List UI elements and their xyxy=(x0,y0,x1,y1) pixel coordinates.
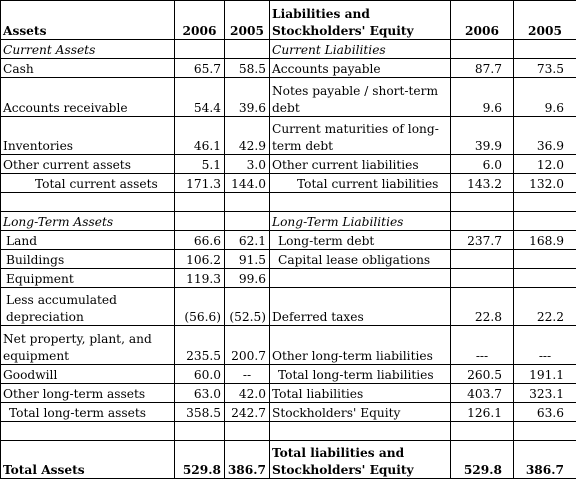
cell-value: 403.7 xyxy=(451,384,514,403)
cell-value: 529.8 xyxy=(175,441,225,479)
row-label-line1: Current maturities of long- xyxy=(272,122,439,136)
row-label-line1: Notes payable / short-term xyxy=(272,84,439,98)
cell-value: 22.2 xyxy=(514,288,576,326)
row-label: Long-term debt xyxy=(270,231,451,250)
empty-cell xyxy=(1,193,175,212)
cell-value xyxy=(514,250,576,269)
cell-value xyxy=(175,212,225,231)
row-label-line1: Net property, plant, and xyxy=(3,332,152,346)
cell-value: 63.0 xyxy=(175,384,225,403)
row-label: Capital lease obligations xyxy=(270,250,451,269)
header-row xyxy=(1,1,576,40)
cell-value: 168.9 xyxy=(514,231,576,250)
empty-cell xyxy=(514,193,576,212)
cell-value: 46.1 xyxy=(175,117,225,155)
row-label: Deferred taxes xyxy=(270,288,451,326)
cell-value xyxy=(451,250,514,269)
table-row xyxy=(1,231,576,250)
total-label: Total liabilities xyxy=(270,384,451,403)
cell-value: 191.1 xyxy=(514,365,576,384)
assets-2006-header: 2006 xyxy=(175,1,225,40)
cell-value: 358.5 xyxy=(175,403,225,422)
row-label: Other current assets xyxy=(1,155,175,174)
empty-cell xyxy=(225,422,270,441)
empty-cell xyxy=(175,193,225,212)
cell-value: 200.7 xyxy=(225,326,270,365)
total-label: Total long-term assets xyxy=(1,403,175,422)
cell-value: 99.6 xyxy=(225,269,270,288)
row-label-line2: Stockholders' Equity xyxy=(272,462,414,477)
cell-value: 5.1 xyxy=(175,155,225,174)
cell-value: 126.1 xyxy=(451,403,514,422)
cell-value: 42.9 xyxy=(225,117,270,155)
table-row xyxy=(1,365,576,384)
empty-cell xyxy=(451,422,514,441)
cell-value: 242.7 xyxy=(225,403,270,422)
table-row xyxy=(1,403,576,422)
table-row xyxy=(1,117,576,155)
cell-value: 91.5 xyxy=(225,250,270,269)
cell-value: 3.0 xyxy=(225,155,270,174)
cell-value: 42.0 xyxy=(225,384,270,403)
grand-total-label xyxy=(270,441,451,479)
cell-value: 9.6 xyxy=(514,78,576,117)
cell-value: --- xyxy=(451,326,514,365)
empty-cell xyxy=(175,422,225,441)
cell-value: 60.0 xyxy=(175,365,225,384)
grand-total-label: Total Assets xyxy=(1,441,175,479)
cell-value xyxy=(514,40,576,59)
section-label: Long-Term Assets xyxy=(1,212,175,231)
row-label: Equipment xyxy=(1,269,175,288)
row-label: Inventories xyxy=(1,117,175,155)
cell-value xyxy=(451,40,514,59)
cell-value: 87.7 xyxy=(451,59,514,78)
cell-value: 386.7 xyxy=(514,441,576,479)
empty-cell xyxy=(451,193,514,212)
cell-value: 143.2 xyxy=(451,174,514,193)
cell-value: 106.2 xyxy=(175,250,225,269)
cell-value: (52.5) xyxy=(225,288,270,326)
total-label: Total current assets xyxy=(1,174,175,193)
cell-value: 63.6 xyxy=(514,403,576,422)
cell-value xyxy=(451,212,514,231)
total-label: Total long-term liabilities xyxy=(270,365,451,384)
row-label: Cash xyxy=(1,59,175,78)
liabilities-header-line1: Liabilities and xyxy=(272,7,370,21)
table-row xyxy=(1,78,576,117)
liabilities-header-line2: Stockholders' Equity xyxy=(272,23,414,38)
empty-cell xyxy=(1,422,175,441)
assets-header: Assets xyxy=(1,1,175,40)
section-label: Long-Term Liabilities xyxy=(270,212,451,231)
cell-value: 323.1 xyxy=(514,384,576,403)
row-label xyxy=(270,78,451,117)
section-label: Current Liabilities xyxy=(270,40,451,59)
table-row xyxy=(1,40,576,59)
cell-value: -- xyxy=(225,365,270,384)
cell-value: 73.5 xyxy=(514,59,576,78)
total-label: Total current liabilities xyxy=(270,174,451,193)
cell-value: 12.0 xyxy=(514,155,576,174)
cell-value: 9.6 xyxy=(451,78,514,117)
row-label xyxy=(270,117,451,155)
grand-total-row xyxy=(1,441,576,479)
assets-2005-header: 2005 xyxy=(225,1,270,40)
cell-value: 235.5 xyxy=(175,326,225,365)
row-label: Other long-term assets xyxy=(1,384,175,403)
cell-value: 144.0 xyxy=(225,174,270,193)
row-label: Accounts payable xyxy=(270,59,451,78)
row-label-line2: depreciation xyxy=(6,309,84,324)
row-label xyxy=(270,269,451,288)
table-row xyxy=(1,250,576,269)
cell-value: --- xyxy=(514,326,576,365)
cell-value: 39.9 xyxy=(451,117,514,155)
cell-value: 132.0 xyxy=(514,174,576,193)
row-label-line2: debt xyxy=(272,100,300,115)
liabilities-2005-header: 2005 xyxy=(514,1,576,40)
row-label xyxy=(1,288,175,326)
table-row xyxy=(1,326,576,365)
row-label: Accounts receivable xyxy=(1,78,175,117)
cell-value: 237.7 xyxy=(451,231,514,250)
cell-value: 529.8 xyxy=(451,441,514,479)
liabilities-header xyxy=(270,1,451,40)
cell-value: 22.8 xyxy=(451,288,514,326)
cell-value: 260.5 xyxy=(451,365,514,384)
cell-value: 66.6 xyxy=(175,231,225,250)
table-row xyxy=(1,59,576,78)
table-row xyxy=(1,155,576,174)
cell-value: 65.7 xyxy=(175,59,225,78)
empty-cell xyxy=(514,422,576,441)
cell-value xyxy=(451,269,514,288)
empty-cell xyxy=(270,422,451,441)
cell-value: 6.0 xyxy=(451,155,514,174)
table-row xyxy=(1,269,576,288)
row-label-line1: Less accumulated xyxy=(6,293,117,307)
cell-value: 54.4 xyxy=(175,78,225,117)
cell-value xyxy=(225,212,270,231)
row-label: Other current liabilities xyxy=(270,155,451,174)
row-label: Buildings xyxy=(1,250,175,269)
row-label-line2: equipment xyxy=(3,348,70,363)
spacer-row xyxy=(1,422,576,441)
spacer-row xyxy=(1,193,576,212)
row-label: Goodwill xyxy=(1,365,175,384)
row-label xyxy=(1,326,175,365)
cell-value xyxy=(175,40,225,59)
row-label: Land xyxy=(1,231,175,250)
cell-value: 62.1 xyxy=(225,231,270,250)
row-label: Stockholders' Equity xyxy=(270,403,451,422)
table-row xyxy=(1,384,576,403)
section-label: Current Assets xyxy=(1,40,175,59)
table-row xyxy=(1,288,576,326)
table-row xyxy=(1,174,576,193)
cell-value: (56.6) xyxy=(175,288,225,326)
empty-cell xyxy=(270,193,451,212)
cell-value: 386.7 xyxy=(225,441,270,479)
cell-value: 119.3 xyxy=(175,269,225,288)
cell-value xyxy=(514,269,576,288)
row-label-line1: Total liabilities and xyxy=(272,446,405,460)
liabilities-2006-header: 2006 xyxy=(451,1,514,40)
cell-value: 36.9 xyxy=(514,117,576,155)
row-label: Other long-term liabilities xyxy=(270,326,451,365)
cell-value: 58.5 xyxy=(225,59,270,78)
cell-value: 171.3 xyxy=(175,174,225,193)
cell-value xyxy=(225,40,270,59)
cell-value: 39.6 xyxy=(225,78,270,117)
row-label-line2: term debt xyxy=(272,138,334,153)
cell-value xyxy=(514,212,576,231)
table-row xyxy=(1,212,576,231)
empty-cell xyxy=(225,193,270,212)
